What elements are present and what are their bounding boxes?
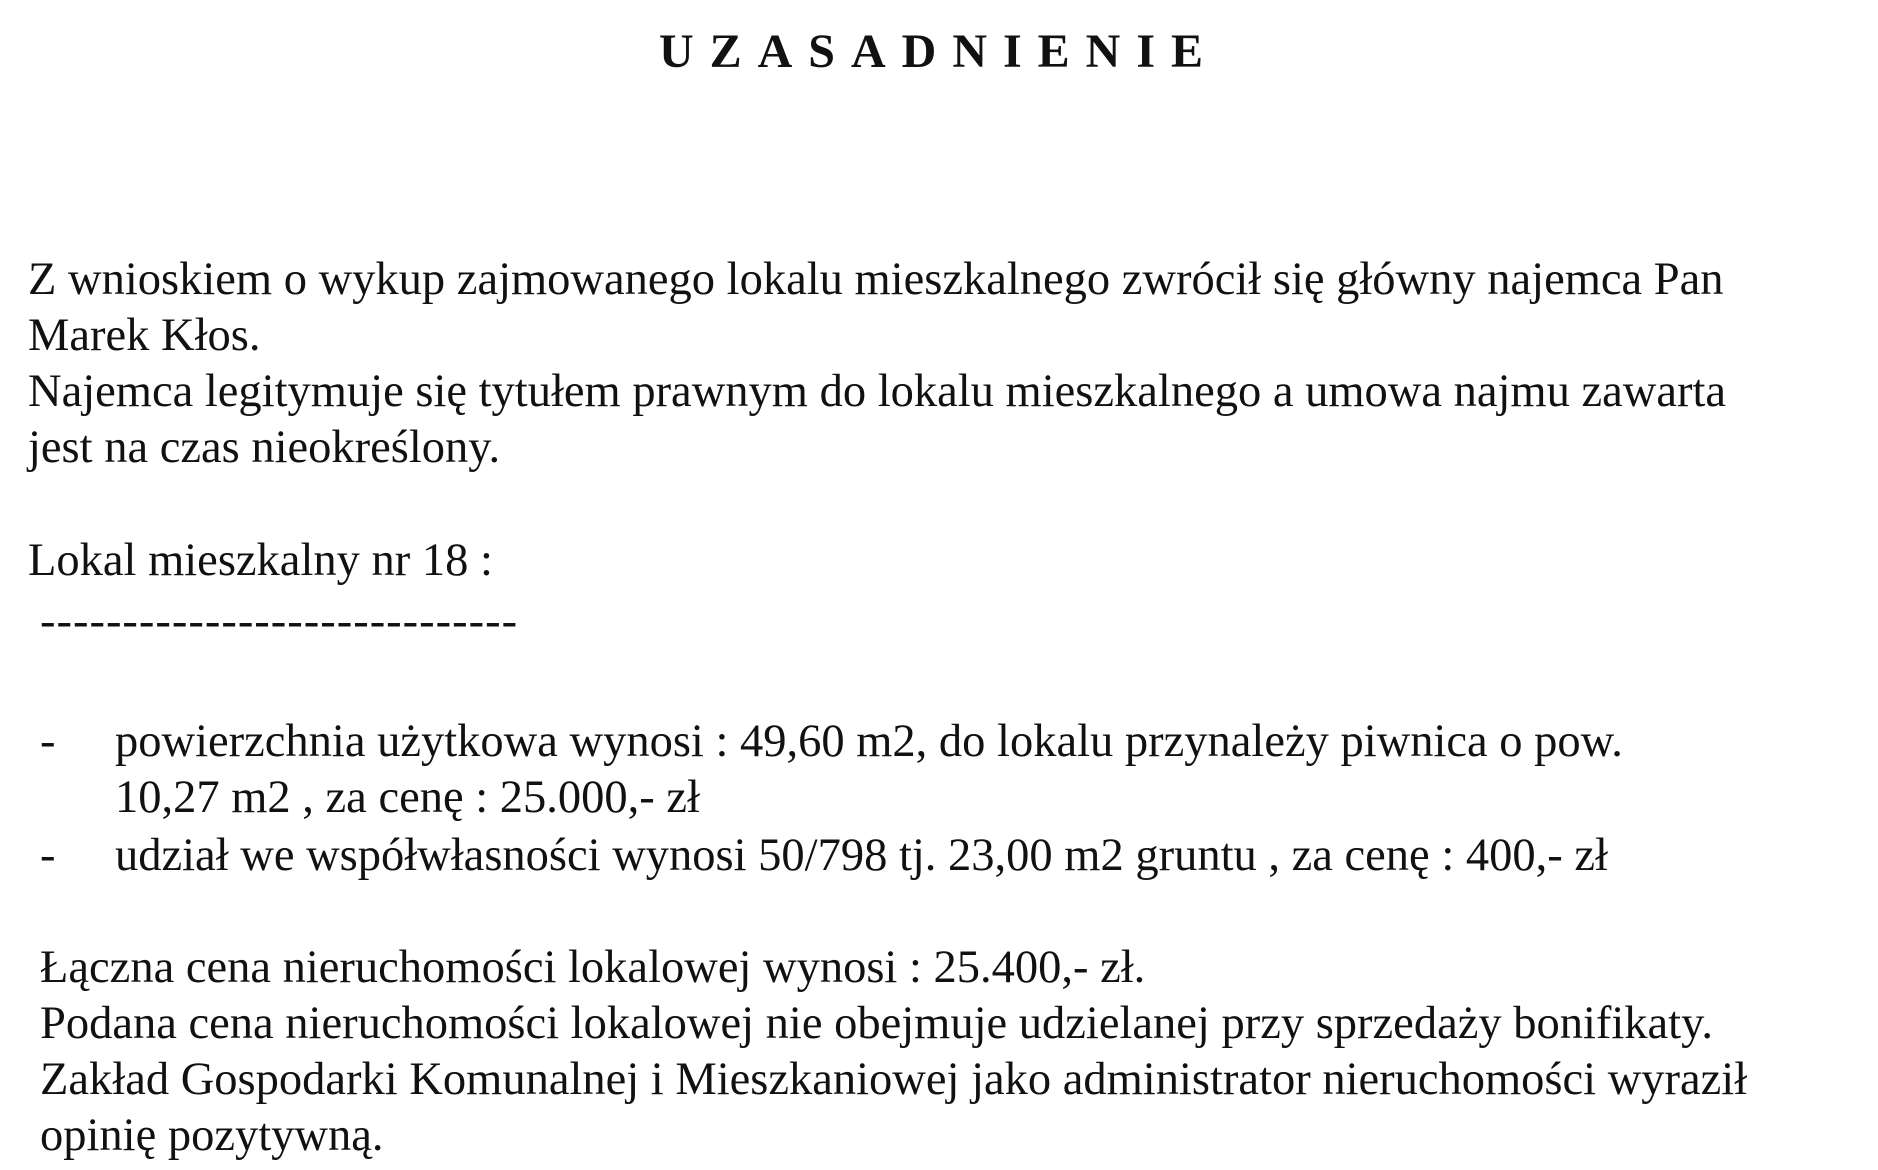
- list-bullet-2: -: [40, 830, 56, 881]
- intro-line-1: Z wnioskiem o wykup zajmowanego lokalu mieszkalnego zwrócił się główny najemca Pan: [28, 254, 1724, 305]
- intro-line-3: Najemca legitymuje się tytułem prawnym do lokalu mieszkalnego a umowa najmu zawarta: [28, 366, 1726, 417]
- closing-line-4: opinię pozytywną.: [40, 1110, 384, 1161]
- list-item-2-line-1: udział we współwłasności wynosi 50/798 tj. 23,00 m2 gruntu , za cenę : 400,- zł: [115, 830, 1608, 881]
- closing-line-1: Łączna cena nieruchomości lokalowej wynosi : 25.400,- zł.: [40, 942, 1146, 993]
- section-underline: -----------------------------: [40, 596, 519, 647]
- document-title: UZASADNIENIE: [658, 25, 1220, 78]
- list-item-1-line-1: powierzchnia użytkowa wynosi : 49,60 m2, do lokalu przynależy piwnica o pow.: [115, 716, 1623, 767]
- list-bullet-1: -: [40, 716, 56, 767]
- closing-line-3: Zakład Gospodarki Komunalnej i Mieszkaniowej jako administrator nieruchomości wyraził: [40, 1054, 1748, 1105]
- closing-line-2: Podana cena nieruchomości lokalowej nie obejmuje udzielanej przy sprzedaży bonifikaty.: [40, 998, 1713, 1049]
- list-item-1-line-2: 10,27 m2 , za cenę : 25.000,- zł: [115, 772, 700, 823]
- intro-line-4: jest na czas nieokreślony.: [28, 422, 501, 473]
- section-heading: Lokal mieszkalny nr 18 :: [28, 535, 493, 586]
- intro-line-2: Marek Kłos.: [28, 310, 261, 361]
